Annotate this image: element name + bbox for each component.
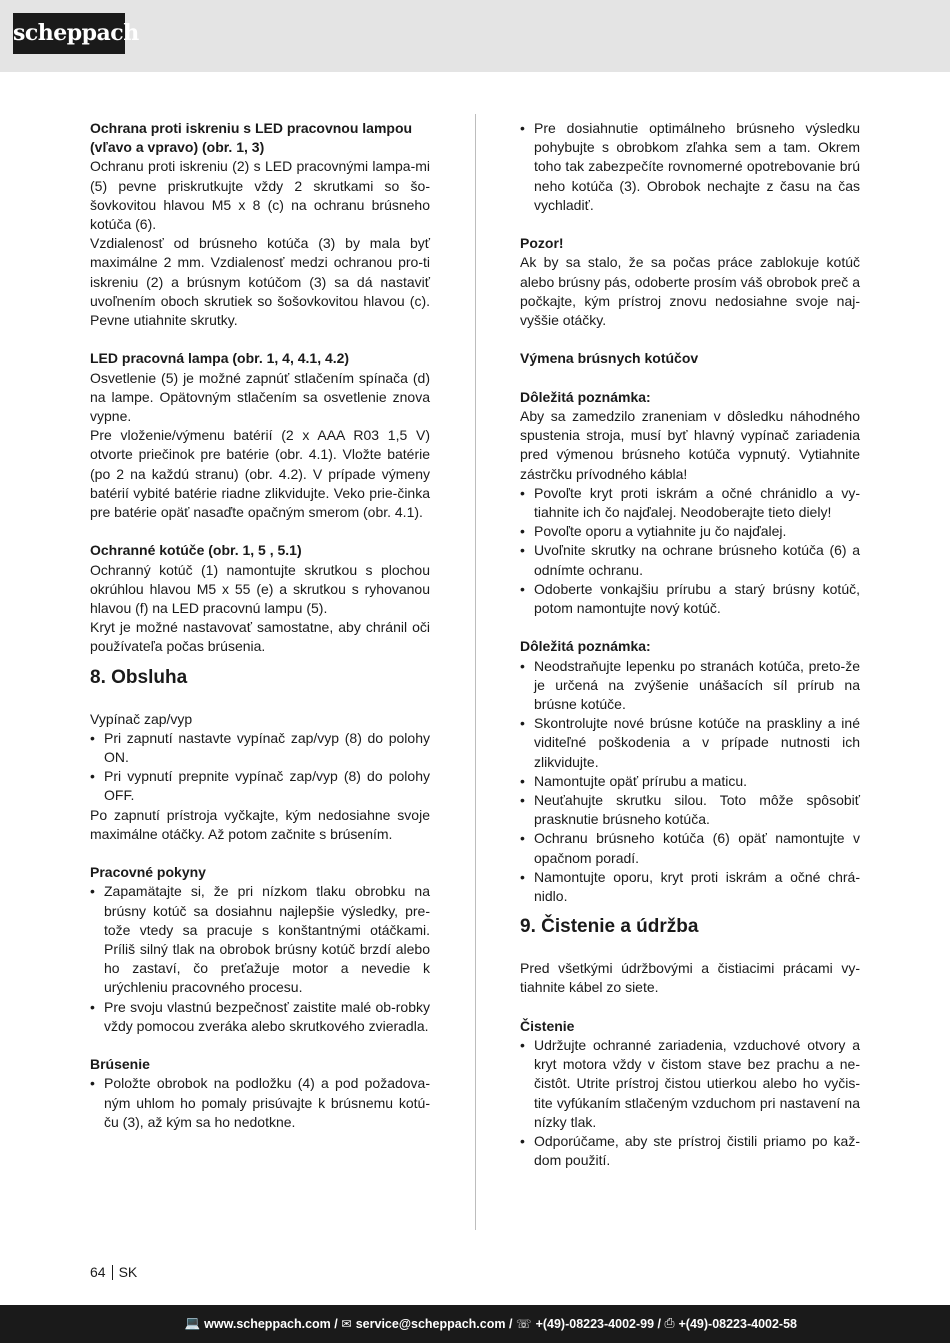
cleaning-heading: Čistenie (520, 1017, 575, 1034)
list-item: • Neuťahujte skrutku silou. Toto môže spôsobiť prasknutie brúsneho kotúča. (520, 791, 860, 829)
list-item: • Namontujte oporu, kryt proti iskrám a očné chrá-nidlo. (520, 868, 860, 906)
eye-shield-paragraph-1: Ochranný kotúč (1) namontujte skrutkou s plochou okrúhlou hlavou M5 x 55 (e) a skrutkou s ryhovanou hlavou (f) na LED pracovnú lampu (5). (90, 561, 430, 617)
led-lamp-heading: LED pracovná lampa (obr. 1, 4, 4.1, 4.2) (90, 350, 350, 367)
section-9-title: 9. Čistenie a údržba (520, 916, 699, 938)
left-column (90, 119, 430, 1132)
spark-guard-paragraph-1: Ochranu proti iskreniu (2) s LED pracovnými lampa-mi (5) pevne priskrutkujte vždy 2 skrutkami so šo-šovkovitou hlavou M5 x 8 (c) na ochranu brúsneho kotúča (6). (90, 158, 430, 233)
list-item: • Pri vypnutí prepnite vypínač zap/vyp (8) do polohy OFF. (90, 767, 430, 805)
grinding-list-continued (520, 119, 860, 215)
spark-guard-heading: Ochrana proti iskreniu s LED pracovnou lampou (vľavo a vpravo) (obr. 1, 3) (90, 120, 413, 156)
cleaning-list (520, 1036, 860, 1170)
caution-text: Ak by sa stalo, že sa počas práce zablokuje kotúč alebo brúsny pás, odoberte prosím váš obrobok preč a počkajte, kým prístroj znovu nedosiahne svoje naj-vyššie otáčky. (520, 254, 860, 329)
list-item: • Skontrolujte nové brúsne kotúče na praskliny a iné viditeľné poškodenia a v prípade nutnosti ich zlikvidujte. (520, 714, 860, 772)
led-lamp-paragraph-2: Pre vloženie/výmenu batérií (2 x AAA R03 1,5 V) otvorte priečinok pre batérie (obr. 4.1). Vložte batérie (po 2 na každú stranu) (obr. 4.2). V prípade výmeny batérií vybité batérie riadne zlikvidujte. Veko prie-činka pre batérie opäť nasaďte opačným smerom (obr. 4.1). (90, 427, 430, 521)
important-note-heading-2: Dôležitá poznámka: (520, 638, 651, 655)
list-item: • Odoberte vonkajšiu prírubu a starý brúsny kotúč, potom namontujte nový kotúč. (520, 580, 860, 618)
replacement-steps-list (520, 484, 860, 618)
disc-replacement-heading: Výmena brúsnych kotúčov (520, 350, 699, 367)
list-item: • Pre svoju vlastnú bezpečnosť zaistite malé ob-robky vždy pomocou zveráka alebo skrutkového zvieradla. (90, 998, 430, 1036)
page-number (90, 1264, 137, 1280)
work-instructions-heading: Pracovné pokyny (90, 864, 206, 881)
footer-contacts (185, 1316, 797, 1331)
scheppach-logo: scheppach (13, 13, 125, 54)
list-item: • Pre dosiahnutie optimálneho brúsneho výsledku pohybujte s obrobkom zľahka sem a tam. Okrem toho tak zabezpečíte rovnomerné opotrebovanie brú neho kotúča (3). Obrobok nechajte z času na čas vychladiť. (520, 119, 860, 215)
caution-heading: Pozor! (520, 235, 564, 252)
spark-guard-paragraph-2: Vzdialenosť od brúsneho kotúča (3) by mala byť maximálne 2 mm. Vzdialenosť medzi ochranou pro-ti iskreniu (2) a brúsnym kotúčom (3) sa dá nastaviť uvoľnením oboch skrutiek so šošovkovitou hlavou (c). Pevne utiahnite skrutky. (90, 235, 430, 329)
list-item: • Udržujte ochranné zariadenia, vzduchové otvory a kryt motora vždy v čistom stave bez prachu a ne-čistôt. Utrite prístroj čistou utierkou alebo ho vyčis-tite vyfúkaním stlačeným vzduchom pri nastavení na nízky tlak. (520, 1036, 860, 1132)
section-8-title: 8. Obsluha (90, 666, 188, 688)
page-language: SK (118, 1264, 138, 1280)
work-instructions-list (90, 882, 430, 1036)
list-item: • Namontujte opäť prírubu a maticu. (520, 772, 860, 791)
list-item: • Zapamätajte si, že pri nízkom tlaku obrobku na brúsny kotúč sa dosiahnu najlepšie výsledky, pre-tože vtedy sa pracuje s konštantnými otáčkami. Príliš silný tlak na obrobok brúsny kotúč brzdí alebo ho zastaví, čo preťažuje motor a nevedie k urýchleniu pracovného procesu. (90, 882, 430, 997)
important-note-text: Aby sa zamedzilo zraneniam v dôsledku náhodného spustenia stroja, musí byť hlavný vypínač zariadenia pred výmenou brúsneho kotúča vypnutý. Vytiahnite zástrčku prívodného kábla! (520, 408, 860, 482)
grinding-heading: Brúsenie (90, 1056, 150, 1073)
right-column (520, 119, 860, 1170)
footer-fax: +(49)-08223-4002-58 (678, 1316, 797, 1331)
important-note-heading: Dôležitá poznámka: (520, 388, 651, 405)
list-item: • Uvoľnite skrutky na ochrane brúsneho kotúča (6) a odnímte ochranu. (520, 541, 860, 579)
eye-shield-paragraph-2: Kryt je možné nastavovať samostatne, aby chránil oči používateľa počas brúsenia. (90, 619, 430, 655)
switch-label: Vypínač zap/vyp (90, 710, 193, 727)
page-separator (112, 1265, 113, 1280)
header-band (0, 0, 950, 72)
column-divider (475, 114, 476, 1230)
footer-phone: +(49)-08223-4002-99 / (535, 1316, 661, 1331)
footer-email[interactable]: service@scheppach.com / (355, 1316, 513, 1331)
led-lamp-paragraph-1: Osvetlenie (5) je možné zapnúť stlačením spínača (d) na lampe. Opätovným stlačením sa osvetlenie znova vypne. (90, 369, 430, 425)
list-item: • Odporúčame, aby ste prístroj čistili priamo po kaž-dom použití. (520, 1132, 860, 1170)
footer-bar (0, 1305, 950, 1343)
monitor-icon: 💻 (184, 1316, 201, 1330)
list-item: • Položte obrobok na podložku (4) a pod požadova-ným uhlom ho pomaly prisúvajte k brúsnemu kotú-ču (3), až kým sa ho nedotkne. (90, 1074, 430, 1132)
list-item: • Povoľte kryt proti iskrám a očné chránidlo a vy-tiahnite ich čo najďalej. Neodoberajte tieto diely! (520, 484, 860, 522)
eye-shield-heading: Ochranné kotúče (obr. 1, 5 , 5.1) (90, 542, 302, 559)
fax-icon: ⎙ (664, 1316, 675, 1330)
section-9-intro: Pred všetkými údržbovými a čistiacimi prácami vy-tiahnite kábel zo siete. (520, 960, 860, 996)
mail-icon: ✉ (341, 1317, 352, 1331)
list-item: • Ochranu brúsneho kotúča (6) opäť namontujte v opačnom poradí. (520, 829, 860, 867)
list-item: • Neodstraňujte lepenku po stranách kotúča, preto-že je určená na zvýšenie unášacích síl prírub na brúsne kotúče. (520, 657, 860, 715)
list-item: • Pri zapnutí nastavte vypínač zap/vyp (8) do polohy ON. (90, 729, 430, 767)
switch-list (90, 729, 430, 806)
footer-web[interactable]: www.scheppach.com / (204, 1316, 338, 1331)
list-item: • Povoľte oporu a vytiahnite ju čo najďalej. (520, 522, 860, 541)
phone-icon: ☏ (515, 1317, 532, 1331)
switch-after-text: Po zapnutí prístroja vyčkajte, kým nedosiahne svoje maximálne otáčky. Až potom začnite s brúsením. (90, 806, 430, 842)
important-note-list-2 (520, 657, 860, 907)
grinding-list (90, 1074, 430, 1132)
page-number-value: 64 (90, 1264, 106, 1280)
